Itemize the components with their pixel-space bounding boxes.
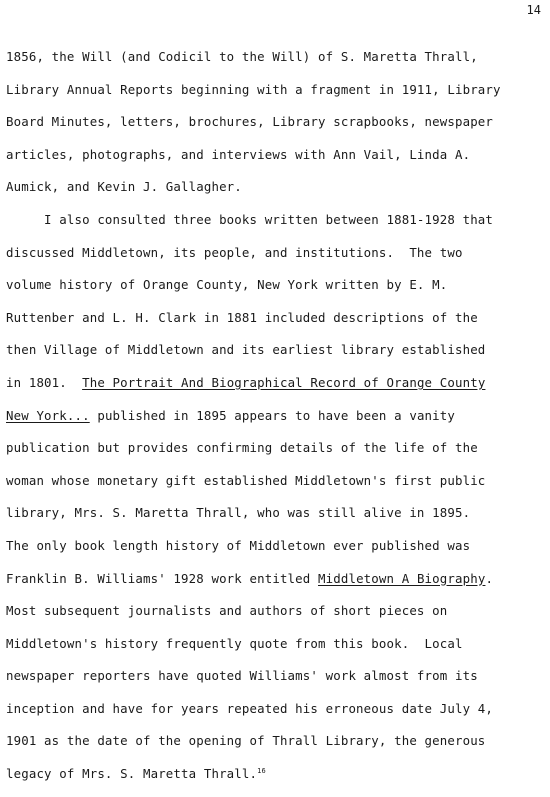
text-line: New York... published in 1895 appears to have been a vanity	[6, 407, 455, 423]
text-line: articles, photographs, and interviews with Ann Vail, Linda A.	[6, 146, 471, 162]
text-line: Most subsequent journalists and authors of short pieces on	[6, 603, 448, 619]
text-line: then Village of Middletown and its earliest library established	[6, 342, 486, 358]
page-number: 14	[526, 3, 541, 17]
text-line: legacy of Mrs. S. Maretta Thrall.$^{16}$	[6, 766, 266, 782]
body-text	[6, 47, 546, 797]
text-line: volume history of Orange County, New York written by E. M.	[6, 277, 448, 293]
text-line: Aumick, and Kevin J. Gallagher.	[6, 179, 242, 195]
text-line: I also consulted three books written between 1881-1928 that	[6, 211, 494, 227]
text-line: in 1801. The Portrait And Biographical Record of Orange County	[6, 374, 486, 390]
text-line: inception and have for years repeated his erroneous date July 4,	[6, 700, 494, 716]
book-title-middletown: Middletown A Biography	[318, 570, 486, 586]
text-line: publication but provides confirming details of the life of the	[6, 440, 478, 456]
text-line: The only book length history of Middletown ever published was	[6, 537, 471, 553]
text-line: Franklin B. Williams' 1928 work entitled Middletown A Biography.	[6, 570, 494, 586]
book-title-portrait: The Portrait And Biographical Record of Orange County	[82, 374, 486, 390]
text-line: Ruttenber and L. H. Clark in 1881 included descriptions of the	[6, 309, 478, 325]
text-line: 1901 as the date of the opening of Thrall Library, the generous	[6, 733, 486, 749]
text-line: 1856, the Will (and Codicil to the Will) of S. Maretta Thrall,	[6, 49, 478, 64]
footnote-marker: 16	[257, 766, 266, 775]
text-line: Middletown's history frequently quote from this book. Local	[6, 635, 463, 651]
text-line: library, Mrs. S. Maretta Thrall, who was still alive in 1895.	[6, 505, 471, 521]
book-title-portrait-cont: New York...	[6, 407, 90, 423]
text-line: Board Minutes, letters, brochures, Library scrapbooks, newspaper	[6, 114, 494, 130]
text-line: discussed Middletown, its people, and institutions. The two	[6, 244, 463, 260]
text-line: woman whose monetary gift established Middletown's first public	[6, 472, 486, 488]
text-line: newspaper reporters have quoted Williams' work almost from its	[6, 668, 478, 684]
text-line: Library Annual Reports beginning with a fragment in 1911, Library	[6, 81, 501, 97]
